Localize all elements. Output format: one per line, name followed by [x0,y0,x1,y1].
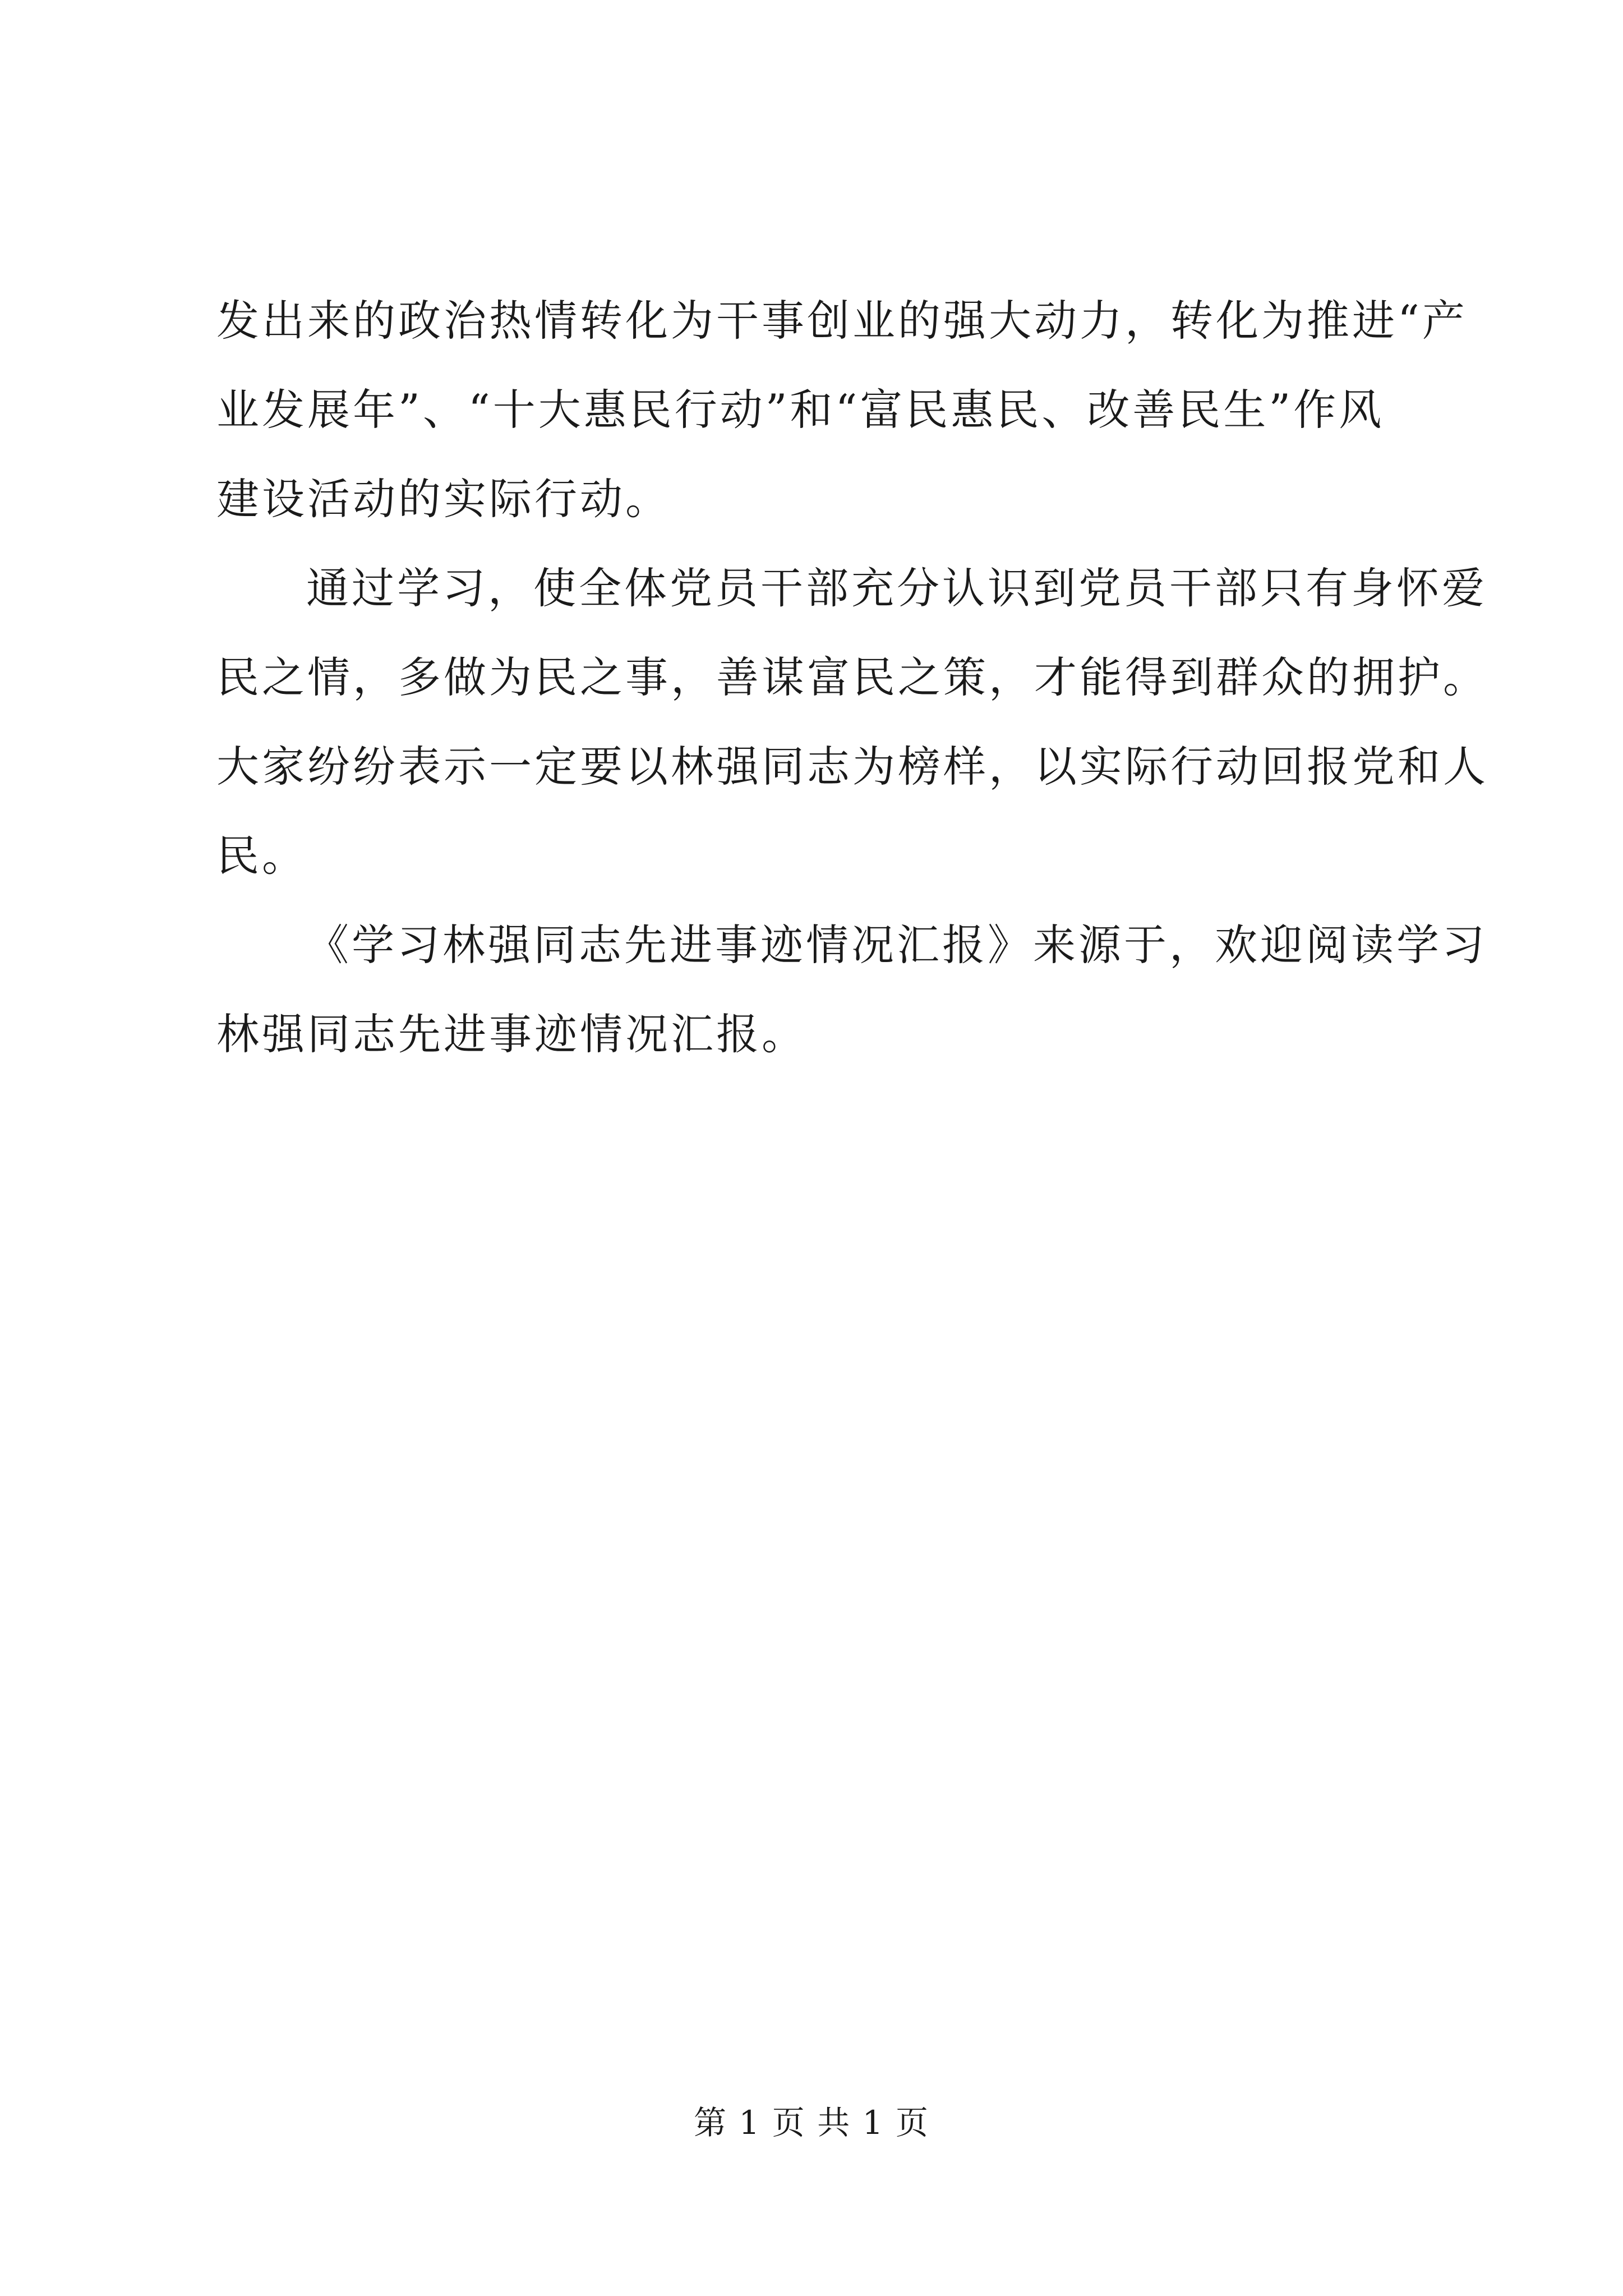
text-line: 民。 [216,831,307,881]
text-line: 《学习林强同志先进事迹情况汇报》来源于，欢迎阅读学习 [306,920,1487,970]
text-line: 建设活动的实际行动。 [216,474,671,524]
text-line: 发出来的政治热情转化为干事创业的强大动力，转化为推进“产 [216,296,1468,346]
text-line: 大家纷纷表示一定要以林强同志为榜样，以实际行动回报党和人 [216,742,1488,792]
page-number-footer: 第 1 页 共 1 页 [694,2104,929,2142]
text-line: 民之情，多做为民之事，善谋富民之策，才能得到群众的拥护。 [216,652,1488,702]
text-line: 业发展年”、“十大惠民行动”和“富民惠民、改善民生”作风 [216,385,1385,435]
text-line: 林强同志先进事迹情况汇报。 [216,1009,807,1059]
document-body [216,296,1488,1059]
text-line: 通过学习，使全体党员干部充分认识到党员干部只有身怀爱 [306,563,1487,613]
